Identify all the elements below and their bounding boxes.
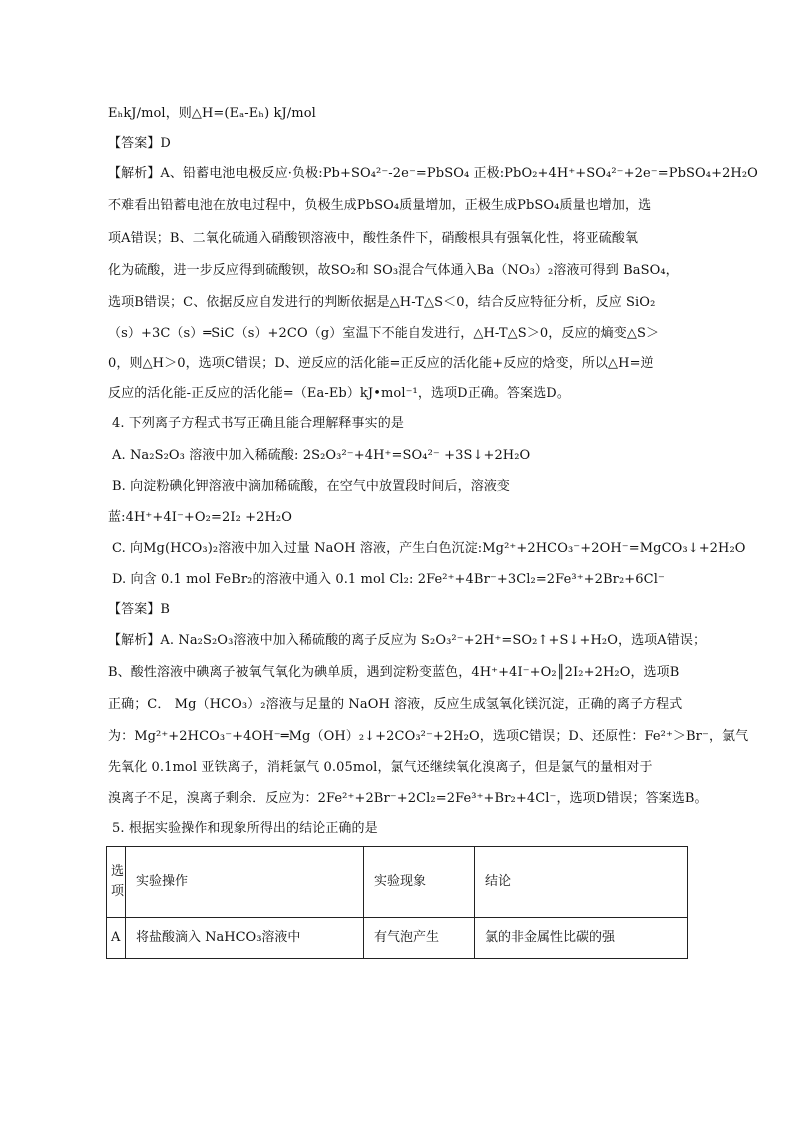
analysis-line: 为：Mg²⁺+2HCO₃⁻+4OH⁻═Mg（OH）₂↓+2CO₃²⁻+2H₂O，选项C错误；D、还原性：Fe²⁺＞Br⁻，氯气 bbox=[108, 729, 749, 744]
analysis-line: 正确；C． Mg（HCO₃）₂溶液与足量的 NaOH 溶液，反应生成氢氧化镁沉淀，正确的离子方程式 bbox=[108, 697, 683, 712]
question-4-option-b-cont: 蓝:4H⁺+4I⁻+O₂=2I₂ +2H₂O bbox=[108, 510, 292, 525]
header-option: 选项 bbox=[107, 847, 126, 918]
analysis-line: 先氧化 0.1mol 亚铁离子，消耗氯气 0.05mol，氯气还继续氧化溴离子，但是氯气的量相对于 bbox=[108, 760, 653, 775]
analysis-line: 【解析】A、铅蓄电池电极反应·负极:Pb+SO₄²⁻-2e⁻=PbSO₄ 正极:PbO₂+4H⁺+SO₄²⁻+2e⁻=PbSO₄+2H₂O bbox=[108, 166, 758, 181]
header-phenomenon: 实验现象 bbox=[364, 847, 475, 918]
question-4-option-c: C. 向Mg(HCO₃)₂溶液中加入过量 NaOH 溶液，产生白色沉淀:Mg²⁺+2HCO₃⁻+2OH⁻=MgCO₃↓+2H₂O bbox=[112, 541, 746, 556]
answer-label: 【答案】B bbox=[108, 602, 171, 617]
analysis-line: 化为硫酸，进一步反应得到硫酸钡，故SO₂和 SO₃混合气体通入Ba（NO₃）₂溶液可得到 BaSO₄， bbox=[108, 263, 679, 278]
question-4-option-b: B. 向淀粉碘化钾溶液中滴加稀硫酸，在空气中放置段时间后，溶液变 bbox=[112, 479, 511, 494]
experiment-table bbox=[106, 846, 688, 959]
analysis-line: 【解析】A. Na₂S₂O₃溶液中加入稀硫酸的离子反应为 S₂O₃²⁻+2H⁺=SO₂↑+S↓+H₂O，选项A错误； bbox=[108, 633, 707, 648]
analysis-line: 溴离子不足，溴离子剩余．反应为：2Fe²⁺+2Br⁻+2Cl₂=2Fe³⁺+Br₂+4Cl⁻，选项D错误；答案选B。 bbox=[108, 791, 708, 806]
cell-phenomenon: 有气泡产生 bbox=[364, 918, 475, 959]
analysis-line: （s）+3C（s）═SiC（s）+2CO（g）室温下不能自发进行，△H-T△S＞0，反应的熵变△S＞ bbox=[108, 326, 660, 341]
text-line: EₕkJ/mol，则△H=(Eₐ-Eₕ) kJ/mol bbox=[108, 106, 316, 121]
answer-label: 【答案】D bbox=[108, 136, 171, 151]
analysis-line: 0，则△H＞0，选项C错误；D、逆反应的活化能=正反应的活化能+反应的焓变，所以△H=逆 bbox=[108, 356, 654, 371]
question-4-stem: 4. 下列离子方程式书写正确且能合理解释事实的是 bbox=[112, 416, 404, 431]
cell-operation: 将盐酸滴入 NaHCO₃溶液中 bbox=[126, 918, 364, 959]
analysis-line: 项A错误；B、二氧化硫通入硝酸钡溶液中，酸性条件下，硝酸根具有强氧化性，将亚硫酸氧 bbox=[108, 231, 639, 246]
cell-option: A bbox=[107, 918, 126, 959]
question-4-option-d: D. 向含 0.1 mol FeBr₂的溶液中通入 0.1 mol Cl₂: 2Fe²⁺+4Br⁻+3Cl₂=2Fe³⁺+2Br₂+6Cl⁻ bbox=[112, 572, 665, 587]
analysis-line: 选项B错误；C、依据反应自发进行的判断依据是△H-T△S＜0，结合反应特征分析，反应 SiO₂ bbox=[108, 295, 656, 310]
analysis-line: 不难看出铅蓄电池在放电过程中，负极生成PbSO₄质量增加，正极生成PbSO₄质量也增加，选 bbox=[108, 198, 652, 213]
analysis-line: 反应的活化能-正反应的活化能=（Ea-Eb）kJ•mol⁻¹，选项D正确。答案选D。 bbox=[108, 386, 570, 401]
analysis-line: B、酸性溶液中碘离子被氧气氧化为碘单质，遇到淀粉变蓝色，4H⁺+4I⁻+O₂║2I₂+2H₂O，选项B bbox=[108, 665, 680, 680]
header-conclusion: 结论 bbox=[475, 847, 688, 918]
question-4-option-a: A. Na₂S₂O₃ 溶液中加入稀硫酸: 2S₂O₃²⁻+4H⁺=SO₄²⁻ +3S↓+2H₂O bbox=[112, 448, 531, 463]
table-header-row bbox=[107, 847, 688, 918]
cell-conclusion: 氯的非金属性比碳的强 bbox=[475, 918, 688, 959]
table-row bbox=[107, 918, 688, 959]
header-operation: 实验操作 bbox=[126, 847, 364, 918]
question-5-stem: 5. 根据实验操作和现象所得出的结论正确的是 bbox=[112, 821, 378, 836]
